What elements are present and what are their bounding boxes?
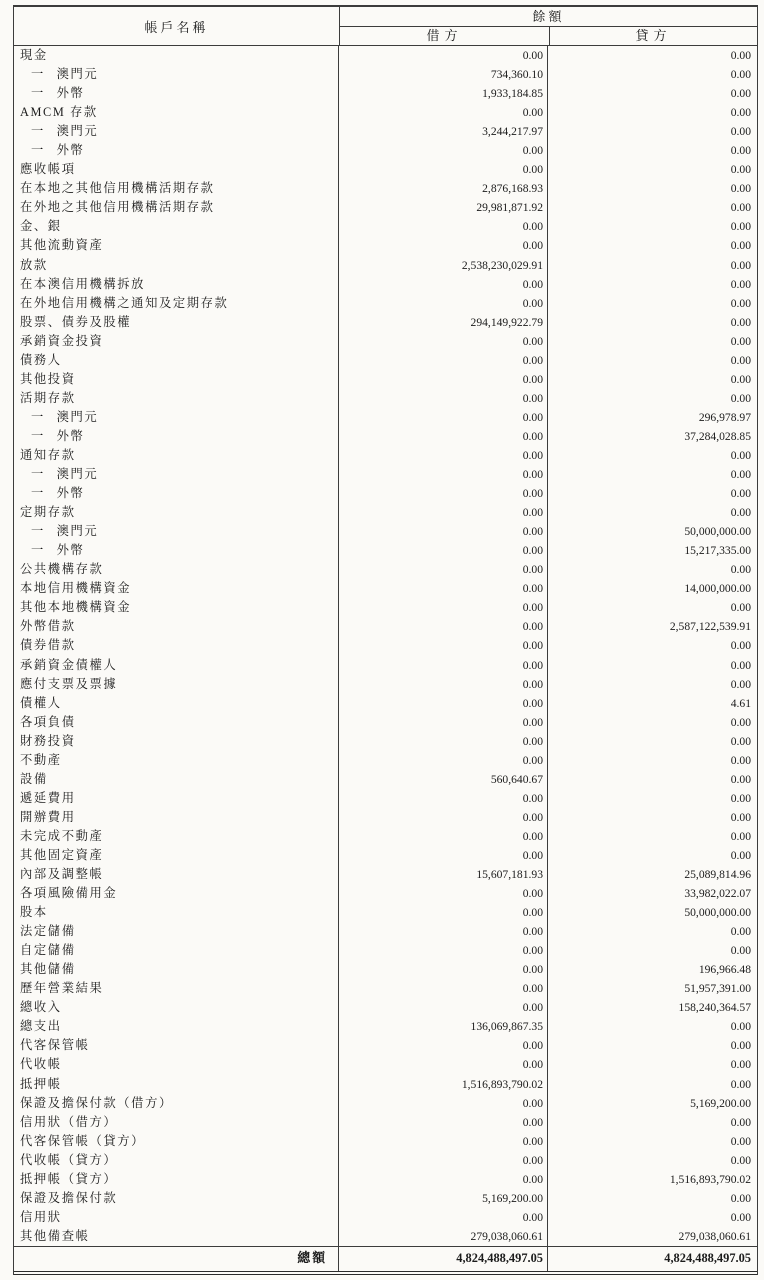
debit-cell: 0.00 — [339, 1208, 548, 1227]
debit-cell: 0.00 — [339, 579, 548, 598]
debit-cell: 0.00 — [339, 598, 548, 617]
table-header — [14, 7, 757, 46]
table-row — [14, 275, 757, 294]
debit-cell: 0.00 — [339, 294, 548, 313]
credit-cell: 0.00 — [730, 1210, 751, 1224]
account-name-cell: 在本澳信用機構拆放 — [14, 275, 339, 294]
account-name-cell: 內部及調整帳 — [14, 865, 339, 884]
credit-cell: 0.00 — [730, 677, 751, 691]
debit-cell: 279,038,060.61 — [339, 1227, 548, 1246]
credit-cell: 14,000,000.00 — [684, 582, 751, 596]
credit-cell: 37,284,028.85 — [684, 429, 751, 443]
debit-cell: 0.00 — [339, 46, 548, 65]
credit-cell: 0.00 — [730, 601, 751, 615]
table-row — [14, 598, 757, 617]
credit-cell: 0.00 — [730, 810, 751, 824]
credit-cell: 0.00 — [730, 87, 751, 101]
credit-cell: 50,000,000.00 — [684, 525, 751, 539]
table-row — [14, 1170, 757, 1189]
account-name-cell: 抵押帳 — [14, 1075, 339, 1094]
credit-cell: 0.00 — [730, 1134, 751, 1148]
debit-credit-header-row — [340, 27, 757, 45]
table-row — [14, 427, 757, 446]
table-row — [14, 713, 757, 732]
credit-cell: 0.00 — [730, 220, 751, 234]
credit-cell: 0.00 — [730, 944, 751, 958]
account-name-cell: 在外地之其他信用機構活期存款 — [14, 198, 339, 217]
table-row — [14, 1094, 757, 1113]
account-name-cell: 未完成不動產 — [14, 827, 339, 846]
credit-cell: 0.00 — [730, 563, 751, 577]
account-name-cell: 財務投資 — [14, 732, 339, 751]
debit-cell: 0.00 — [339, 656, 548, 675]
credit-cell: 0.00 — [730, 848, 751, 862]
credit-cell: 0.00 — [730, 1191, 751, 1205]
debit-cell: 0.00 — [339, 370, 548, 389]
table-row — [14, 1075, 757, 1094]
column-header-balance: 餘額 — [340, 7, 757, 27]
table-row — [14, 846, 757, 865]
debit-cell: 0.00 — [339, 560, 548, 579]
credit-cell: 0.00 — [730, 372, 751, 386]
document-page — [13, 5, 758, 1275]
table-row — [14, 370, 757, 389]
table-row — [14, 789, 757, 808]
table-row — [14, 922, 757, 941]
account-name-cell: 一 外幣 — [14, 84, 339, 103]
credit-cell: 279,038,060.61 — [678, 1229, 751, 1243]
account-name-cell: 活期存款 — [14, 389, 339, 408]
table-row — [14, 998, 757, 1017]
table-row — [14, 198, 757, 217]
account-name-cell: 現金 — [14, 46, 339, 65]
table-row — [14, 751, 757, 770]
account-name-cell: 一 外幣 — [14, 141, 339, 160]
credit-cell: 0.00 — [730, 106, 751, 120]
account-name-cell: 一 澳門元 — [14, 65, 339, 84]
credit-cell: 33,982,022.07 — [684, 887, 751, 901]
account-name-cell: 金、銀 — [14, 217, 339, 236]
account-name-cell: 各項風險備用金 — [14, 884, 339, 903]
table-row — [14, 865, 757, 884]
account-name-cell: 遞延費用 — [14, 789, 339, 808]
account-name-cell: 各項負債 — [14, 713, 339, 732]
column-header-debit: 借方 — [340, 27, 550, 45]
table-row — [14, 484, 757, 503]
debit-cell: 15,607,181.93 — [339, 865, 548, 884]
debit-cell: 0.00 — [339, 846, 548, 865]
table-row — [14, 465, 757, 484]
table-row — [14, 46, 757, 65]
credit-cell: 0.00 — [730, 715, 751, 729]
credit-cell: 0.00 — [730, 1077, 751, 1091]
debit-cell: 0.00 — [339, 1132, 548, 1151]
total-label: 總額 — [14, 1247, 339, 1271]
debit-cell: 136,069,867.35 — [339, 1017, 548, 1036]
account-name-cell: 其他流動資產 — [14, 236, 339, 255]
table-body — [14, 46, 757, 1246]
table-row — [14, 236, 757, 255]
credit-cell: 0.00 — [730, 391, 751, 405]
credit-cell: 5,169,200.00 — [690, 1096, 751, 1110]
table-row — [14, 636, 757, 655]
balance-header-group — [340, 7, 757, 45]
credit-cell: 0.00 — [730, 334, 751, 348]
credit-cell: 0.00 — [730, 448, 751, 462]
account-name-cell: 開辦費用 — [14, 808, 339, 827]
table-row — [14, 294, 757, 313]
account-name-cell: 保證及擔保付款（借方） — [14, 1094, 339, 1113]
debit-cell: 294,149,922.79 — [339, 313, 548, 332]
table-row — [14, 1113, 757, 1132]
debit-cell: 0.00 — [339, 446, 548, 465]
credit-cell: 0.00 — [730, 772, 751, 786]
table-row — [14, 351, 757, 370]
account-name-cell: 代收帳 — [14, 1055, 339, 1074]
credit-cell: 15,217,335.00 — [684, 544, 751, 558]
debit-cell: 2,538,230,029.91 — [339, 256, 548, 275]
credit-cell: 0.00 — [730, 734, 751, 748]
table-row — [14, 617, 757, 636]
debit-cell: 0.00 — [339, 541, 548, 560]
table-row — [14, 903, 757, 922]
debit-cell: 0.00 — [339, 675, 548, 694]
debit-cell: 0.00 — [339, 275, 548, 294]
account-name-cell: 其他備查帳 — [14, 1227, 339, 1246]
credit-cell: 0.00 — [730, 296, 751, 310]
debit-cell: 0.00 — [339, 960, 548, 979]
credit-cell: 0.00 — [730, 258, 751, 272]
account-name-cell: 其他固定資產 — [14, 846, 339, 865]
credit-cell: 0.00 — [730, 1058, 751, 1072]
table-row — [14, 656, 757, 675]
account-name-cell: 債務人 — [14, 351, 339, 370]
debit-cell: 0.00 — [339, 332, 548, 351]
credit-cell: 0.00 — [730, 487, 751, 501]
debit-cell: 0.00 — [339, 1036, 548, 1055]
account-name-cell: 公共機構存款 — [14, 560, 339, 579]
account-name-cell: 其他儲備 — [14, 960, 339, 979]
table-row — [14, 770, 757, 789]
account-name-cell: 股本 — [14, 903, 339, 922]
credit-cell: 0.00 — [730, 353, 751, 367]
credit-cell: 0.00 — [730, 239, 751, 253]
table-row — [14, 1208, 757, 1227]
credit-cell: 2,587,122,539.91 — [669, 620, 751, 634]
table-row — [14, 732, 757, 751]
debit-cell: 1,933,184.85 — [339, 84, 548, 103]
debit-cell: 0.00 — [339, 808, 548, 827]
table-row — [14, 579, 757, 598]
debit-cell: 0.00 — [339, 236, 548, 255]
table-row — [14, 884, 757, 903]
account-name-cell: 一 澳門元 — [14, 522, 339, 541]
debit-cell: 0.00 — [339, 141, 548, 160]
credit-cell: 0.00 — [730, 125, 751, 139]
table-row — [14, 332, 757, 351]
table-row — [14, 217, 757, 236]
table-row — [14, 160, 757, 179]
table-row — [14, 65, 757, 84]
account-name-cell: 總支出 — [14, 1017, 339, 1036]
debit-cell: 3,244,217.97 — [339, 122, 548, 141]
account-name-cell: 代客保管帳（貸方） — [14, 1132, 339, 1151]
table-row — [14, 1151, 757, 1170]
column-header-credit: 貸方 — [635, 28, 672, 43]
debit-cell: 0.00 — [339, 1113, 548, 1132]
account-name-cell: 法定儲備 — [14, 922, 339, 941]
debit-cell: 0.00 — [339, 1055, 548, 1074]
table-row — [14, 808, 757, 827]
account-name-cell: 外幣借款 — [14, 617, 339, 636]
account-name-cell: 信用狀（借方） — [14, 1113, 339, 1132]
table-row — [14, 675, 757, 694]
account-name-cell: 歷年營業結果 — [14, 979, 339, 998]
trial-balance-table — [13, 5, 758, 1275]
table-row — [14, 541, 757, 560]
account-name-cell: 債權人 — [14, 694, 339, 713]
credit-cell: 0.00 — [730, 163, 751, 177]
debit-cell: 1,516,893,790.02 — [339, 1075, 548, 1094]
debit-cell: 0.00 — [339, 103, 548, 122]
debit-cell: 0.00 — [339, 922, 548, 941]
table-row — [14, 179, 757, 198]
credit-cell: 0.00 — [730, 925, 751, 939]
table-row — [14, 960, 757, 979]
table-row — [14, 1132, 757, 1151]
account-name-cell: 一 外幣 — [14, 427, 339, 446]
debit-cell: 0.00 — [339, 732, 548, 751]
debit-cell: 0.00 — [339, 998, 548, 1017]
table-row — [14, 1036, 757, 1055]
table-row — [14, 313, 757, 332]
table-row — [14, 694, 757, 713]
account-name-cell: 一 外幣 — [14, 484, 339, 503]
account-name-cell: 承銷資金債權人 — [14, 656, 339, 675]
account-name-cell: 通知存款 — [14, 446, 339, 465]
credit-cell: 0.00 — [730, 658, 751, 672]
credit-cell: 296,978.97 — [698, 410, 751, 424]
table-row — [14, 979, 757, 998]
debit-cell: 734,360.10 — [339, 65, 548, 84]
credit-cell: 0.00 — [730, 1039, 751, 1053]
debit-cell: 0.00 — [339, 217, 548, 236]
debit-cell: 0.00 — [339, 389, 548, 408]
credit-cell: 0.00 — [730, 829, 751, 843]
debit-cell: 0.00 — [339, 465, 548, 484]
account-name-cell: 承銷資金投資 — [14, 332, 339, 351]
debit-cell: 0.00 — [339, 1094, 548, 1113]
debit-cell: 2,876,168.93 — [339, 179, 548, 198]
account-name-cell: 一 外幣 — [14, 541, 339, 560]
credit-cell: 158,240,364.57 — [678, 1001, 751, 1015]
account-name-cell: 保證及擔保付款 — [14, 1189, 339, 1208]
total-debit-value: 4,824,488,497.05 — [339, 1247, 548, 1271]
table-row — [14, 103, 757, 122]
credit-cell: 0.00 — [730, 1020, 751, 1034]
account-name-cell: 放款 — [14, 256, 339, 275]
debit-cell: 0.00 — [339, 484, 548, 503]
credit-cell: 0.00 — [730, 68, 751, 82]
account-name-cell: 其他本地機構資金 — [14, 598, 339, 617]
debit-cell: 0.00 — [339, 903, 548, 922]
account-name-cell: 股票、債券及股權 — [14, 313, 339, 332]
debit-cell: 29,981,871.92 — [339, 198, 548, 217]
credit-cell: 25,089,814.96 — [684, 868, 751, 882]
account-name-cell: 在本地之其他信用機構活期存款 — [14, 179, 339, 198]
account-name-cell: AMCM 存款 — [14, 103, 339, 122]
table-row — [14, 1055, 757, 1074]
table-row — [14, 1227, 757, 1246]
account-name-cell: 債券借款 — [14, 636, 339, 655]
table-row — [14, 84, 757, 103]
table-row — [14, 446, 757, 465]
table-row — [14, 560, 757, 579]
table-row — [14, 408, 757, 427]
credit-cell: 0.00 — [730, 1115, 751, 1129]
debit-cell: 0.00 — [339, 503, 548, 522]
credit-cell: 0.00 — [730, 791, 751, 805]
account-name-cell: 抵押帳（貸方） — [14, 1170, 339, 1189]
table-row — [14, 1017, 757, 1036]
credit-cell: 0.00 — [730, 277, 751, 291]
account-name-cell: 應收帳項 — [14, 160, 339, 179]
total-row — [14, 1246, 757, 1275]
account-name-cell: 其他投資 — [14, 370, 339, 389]
debit-cell: 0.00 — [339, 713, 548, 732]
credit-cell: 0.00 — [730, 49, 751, 62]
account-name-cell: 不動產 — [14, 751, 339, 770]
credit-cell: 0.00 — [730, 753, 751, 767]
debit-cell: 0.00 — [339, 636, 548, 655]
credit-cell: 0.00 — [730, 182, 751, 196]
debit-cell: 5,169,200.00 — [339, 1189, 548, 1208]
debit-cell: 0.00 — [339, 884, 548, 903]
account-name-cell: 一 澳門元 — [14, 408, 339, 427]
account-name-cell: 在外地信用機構之通知及定期存款 — [14, 294, 339, 313]
credit-cell: 0.00 — [730, 506, 751, 520]
account-name-cell: 代收帳（貸方） — [14, 1151, 339, 1170]
table-row — [14, 503, 757, 522]
debit-cell: 0.00 — [339, 351, 548, 370]
table-row — [14, 522, 757, 541]
credit-cell: 1,516,893,790.02 — [669, 1172, 751, 1186]
credit-cell: 0.00 — [730, 315, 751, 329]
credit-cell: 51,957,391.00 — [684, 982, 751, 996]
account-name-cell: 本地信用機構資金 — [14, 579, 339, 598]
account-name-cell: 一 澳門元 — [14, 122, 339, 141]
table-row — [14, 1189, 757, 1208]
table-row — [14, 256, 757, 275]
debit-cell: 0.00 — [339, 1170, 548, 1189]
account-name-cell: 一 澳門元 — [14, 465, 339, 484]
table-row — [14, 827, 757, 846]
debit-cell: 560,640.67 — [339, 770, 548, 789]
account-name-cell: 設備 — [14, 770, 339, 789]
credit-cell: 0.00 — [730, 639, 751, 653]
debit-cell: 0.00 — [339, 427, 548, 446]
credit-cell: 0.00 — [730, 1153, 751, 1167]
table-row — [14, 941, 757, 960]
debit-cell: 0.00 — [339, 694, 548, 713]
credit-cell: 196,966.48 — [698, 963, 751, 977]
debit-cell: 0.00 — [339, 522, 548, 541]
debit-cell: 0.00 — [339, 160, 548, 179]
account-name-cell: 自定儲備 — [14, 941, 339, 960]
debit-cell: 0.00 — [339, 789, 548, 808]
table-row — [14, 389, 757, 408]
debit-cell: 0.00 — [339, 941, 548, 960]
debit-cell: 0.00 — [339, 617, 548, 636]
debit-cell: 0.00 — [339, 1151, 548, 1170]
account-name-cell: 總收入 — [14, 998, 339, 1017]
column-header-account-name: 帳戶名稱 — [14, 7, 340, 45]
table-row — [14, 141, 757, 160]
debit-cell: 0.00 — [339, 979, 548, 998]
account-name-cell: 代客保管帳 — [14, 1036, 339, 1055]
credit-cell: 4.61 — [730, 696, 751, 710]
credit-cell: 50,000,000.00 — [684, 906, 751, 920]
debit-cell: 0.00 — [339, 827, 548, 846]
account-name-cell: 應付支票及票據 — [14, 675, 339, 694]
debit-cell: 0.00 — [339, 751, 548, 770]
credit-cell: 0.00 — [730, 201, 751, 215]
table-row — [14, 122, 757, 141]
account-name-cell: 定期存款 — [14, 503, 339, 522]
total-credit-value: 4,824,488,497.05 — [664, 1250, 751, 1265]
credit-cell: 0.00 — [730, 468, 751, 482]
credit-cell: 0.00 — [730, 144, 751, 158]
debit-cell: 0.00 — [339, 408, 548, 427]
account-name-cell: 信用狀 — [14, 1208, 339, 1227]
